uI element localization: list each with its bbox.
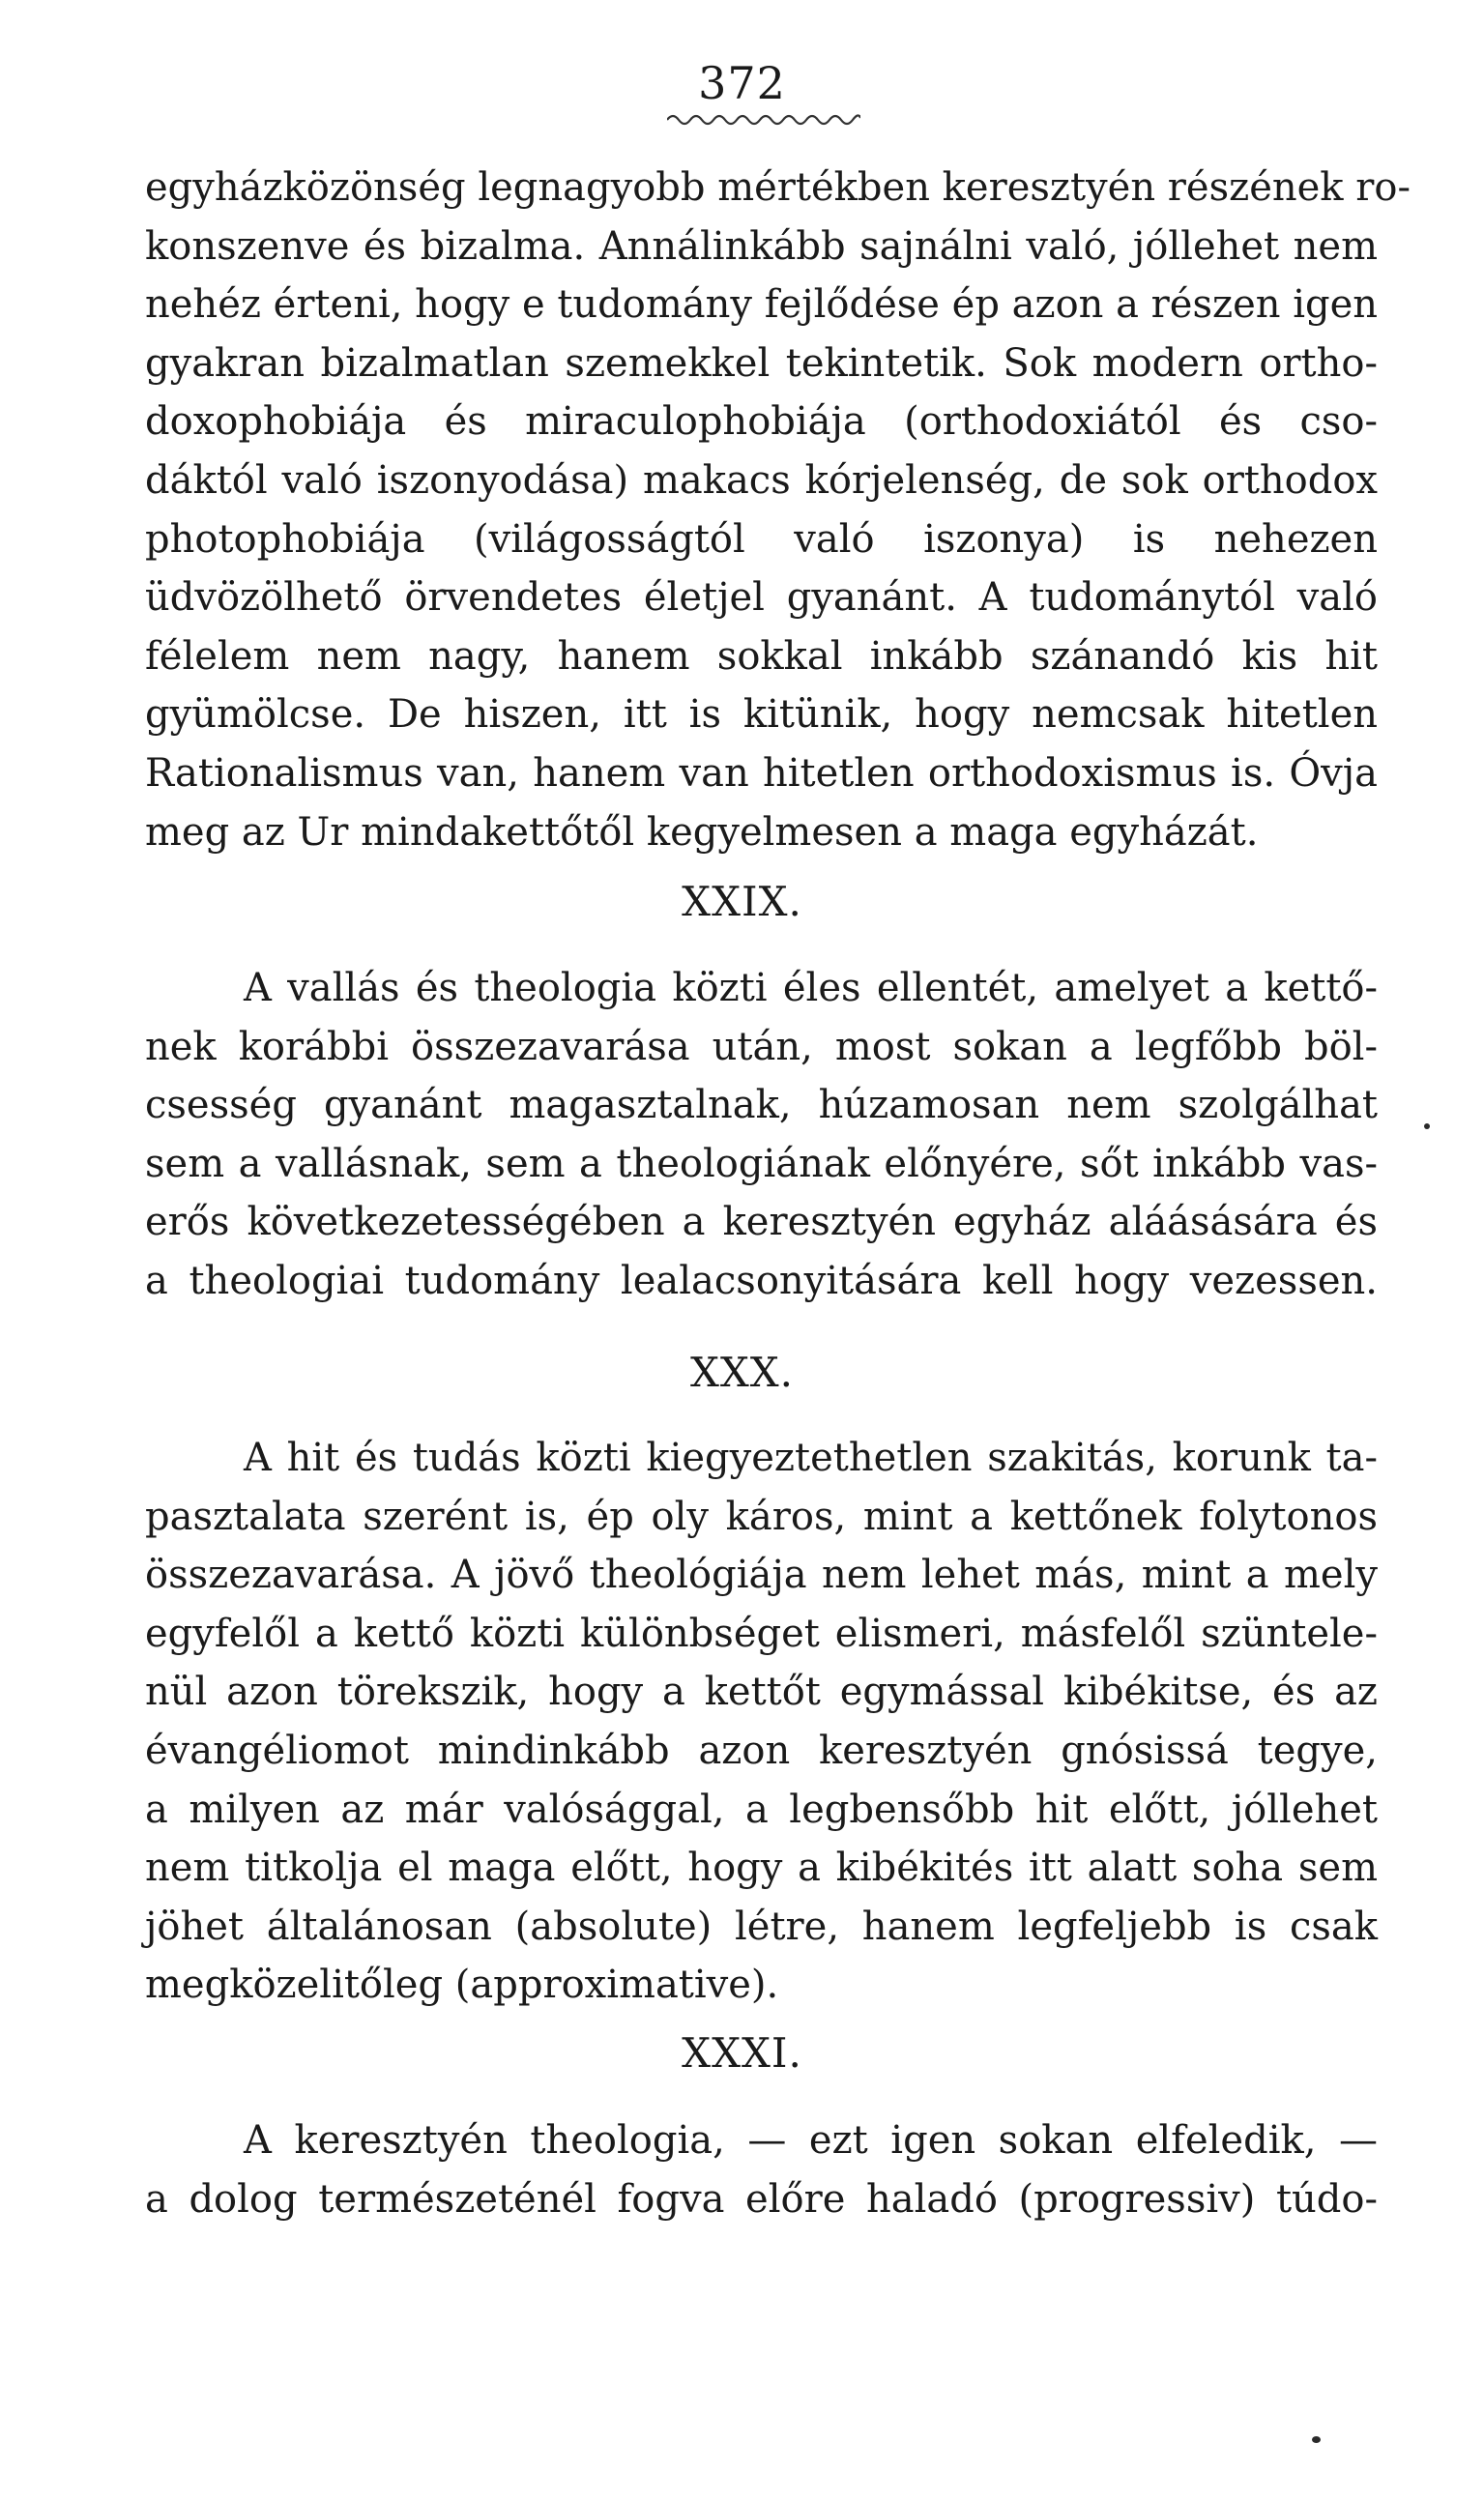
ink-speck (1312, 2436, 1321, 2443)
text-line: a milyen az már valósággal, a legbensőbb hit előtt, jóllehet (145, 1787, 1378, 1832)
text-line: egyházközönség legnagyobb mértékben keresztyén részének ro- (145, 165, 1411, 210)
text-line: erős következetességében a keresztyén egyház aláásására és (145, 1200, 1378, 1245)
text-line: sem a vallásnak, sem a theologiának előnyére, sőt inkább vas- (145, 1141, 1378, 1186)
text-line: nül azon törekszik, hogy a kettőt egymással kibékitse, és az (145, 1670, 1378, 1715)
wavy-ornament (667, 108, 860, 126)
text-line: meg az Ur mindakettőtől kegyelmesen a maga egyházát. (145, 809, 1259, 855)
text-line: félelem nem nagy, hanem sokkal inkább szánandó kis hit (145, 633, 1378, 679)
page-number: 372 (698, 57, 786, 109)
text-line: a dolog természeténél fogva előre haladó (progressiv) túdo- (145, 2176, 1378, 2222)
paragraph-section-xxxi (145, 2111, 1378, 2228)
paragraph-section-xxx (145, 1429, 1378, 2015)
text-line: nek korábbi összezavarása után, most sokan a legfőbb böl- (145, 1024, 1378, 1069)
text-line: A vallás és theologia közti éles ellentét, amelyet a kettő- (244, 966, 1378, 1010)
text-line: üdvözölhető örvendetes életjel gyanánt. A tudománytól való (145, 575, 1378, 621)
text-line: évangéliomot mindinkább azon keresztyén gnósissá tegye, (145, 1728, 1378, 1773)
ink-speck (1424, 1123, 1430, 1129)
text-line: pasztalata szerént is, ép oly káros, mint a kettőnek folytonos (145, 1494, 1378, 1539)
text-line: konszenve és bizalma. Annálinkább sajnálni való, jóllehet nem (145, 223, 1378, 269)
section-heading: XXX. (689, 1349, 795, 1396)
text-line: összezavarása. A jövő theológiája nem lehet más, mint a mely (145, 1553, 1378, 1598)
text-line: photophobiája (világosságtól való iszonya) is nehezen (145, 516, 1378, 562)
text-line: dáktól való iszonyodása) makacs kórjelenség, de sok orthodox (145, 457, 1378, 503)
section-heading: XXIX. (682, 878, 802, 925)
text-line: A keresztyén theologia, — ezt igen sokan elfeledik, — (244, 2118, 1378, 2163)
text-line: nem titkolja el maga előtt, hogy a kibékités itt alatt soha sem (145, 1846, 1378, 1891)
text-line: doxophobiája és miraculophobiája (orthodoxiától és cso- (145, 399, 1378, 445)
text-line: jöhet általánosan (absolute) létre, hanem legfeljebb is csak (145, 1904, 1378, 1949)
text-line: A hit és tudás közti kiegyeztethetlen szakitás, korunk ta- (244, 1436, 1378, 1480)
text-line: megközelitőleg (approximative). (145, 1963, 779, 2008)
text-line: csesség gyanánt magasztalnak, húzamosan nem szolgálhat (145, 1083, 1378, 1128)
section-heading: XXXI. (682, 2029, 802, 2077)
text-line: gyümölcse. De hiszen, itt is kitünik, hogy nemcsak hitetlen (145, 692, 1378, 738)
text-line: egyfelől a kettő közti különbséget elismeri, másfelől szüntele- (145, 1611, 1378, 1656)
paragraph-intro (145, 159, 1411, 861)
text-line: Rationalismus van, hanem van hitetlen orthodoxismus is. Óvja (145, 750, 1378, 796)
text-line: nehéz érteni, hogy e tudomány fejlődése ép azon a részen igen (145, 282, 1379, 328)
text-line: gyakran bizalmatlan szemekkel tekintetik. Sok modern ortho- (145, 340, 1378, 386)
paragraph-section-xxix (145, 959, 1378, 1311)
text-line: a theologiai tudomány lealacsonyitására kell hogy vezessen. (145, 1258, 1378, 1303)
